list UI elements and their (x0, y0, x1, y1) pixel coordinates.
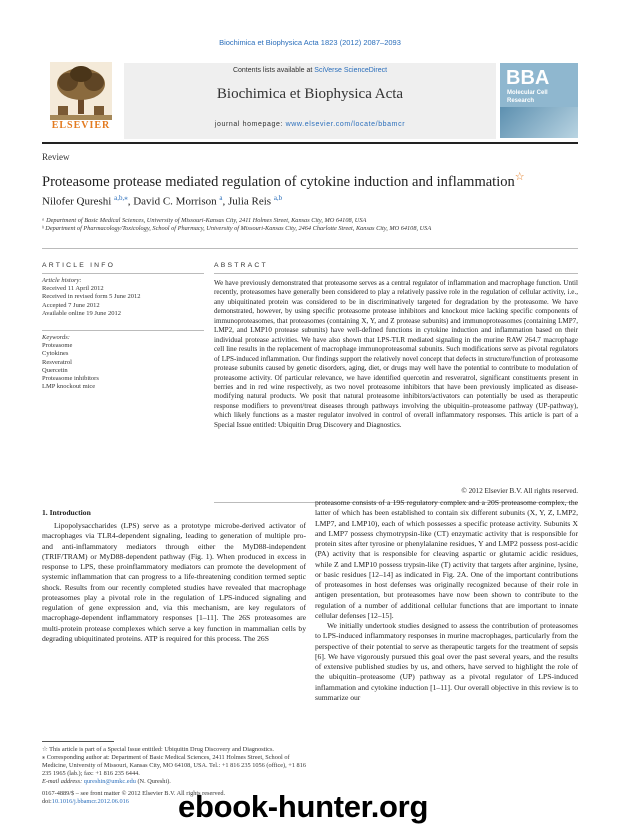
abstract-heading: ABSTRACT (214, 262, 268, 269)
author-list (42, 194, 282, 208)
cover-subtitle-2: Research (507, 98, 535, 104)
keyword-item: Proteasome inhibitors (42, 375, 99, 383)
right-column (315, 498, 578, 703)
keywords (42, 334, 204, 391)
homepage-prefix: journal homepage: (214, 121, 286, 128)
affiliation-a: ᵃ Department of Basic Medical Sciences, University of Missouri-Kansas City, 2411 Holmes Street, Kansas City, MO 64108, USA (42, 217, 367, 224)
keywords-divider (42, 330, 204, 331)
watermark: ebook-hunter.org (178, 789, 429, 824)
article-info-divider (42, 273, 204, 274)
author-name: Julia Reis (227, 195, 272, 208)
article-title-text: Proteasome protease mediated regulation of cytokine induction and inflammation (42, 173, 515, 190)
contents-line (124, 67, 496, 74)
author-affiliation-marker[interactable]: a,b (273, 194, 283, 202)
author-separator: , (127, 195, 134, 208)
journal-homepage (124, 121, 496, 128)
author-name: David C. Morrison (133, 195, 217, 208)
elsevier-tree-icon (50, 62, 112, 120)
keyword-item: LMP knockout mice (42, 383, 96, 391)
article-history (42, 277, 204, 318)
author-affiliation-marker[interactable]: a (219, 194, 223, 202)
sciencedirect-link[interactable]: SciVerse ScienceDirect (314, 67, 388, 74)
homepage-link[interactable]: www.elsevier.com/locate/bbamcr (285, 121, 406, 128)
keyword-item: Cytokines (42, 350, 69, 358)
body-paragraph: proteasome consists of a 19S regulatory complex and a 20S proteasome complex, the latter of which has been established to contain six different subunits (X, Y, Z, LMP2, LMP7, and LMP10), each of which possesses a specific protease activity. Subunits X and LMP7 possess chymotrypsin-like (CT) enzymatic activity that is responsible for protein sites after tyrosine or phenylalanine residues, Y and LMP2 possess post-acidic (PA) activity that is responsible for cleaving aspartic or glutamic acidic residues, while Z and LMP10 possess trypsin-like (T) activity that targets after arginine, lysine, or basic residues [12–14] as indicated in Fig. 2A. One of the important contributions of proteasomes in host defenses was originally recognized because of their role in antigen presentation, but proteasomes have now been shown to contribute to the regulation of a number of additional cellular functions that are important to innate cellular defenses [12–15]. (315, 498, 578, 620)
article-title (42, 170, 578, 191)
elsevier-wordmark: ELSEVIER (51, 120, 111, 131)
doi-label: doi: (42, 798, 52, 805)
article-type: Review (42, 152, 70, 162)
history-item: Received 11 April 2012 (42, 285, 104, 293)
email-footnote (42, 778, 306, 786)
contents-prefix: Contents lists available at (232, 67, 315, 74)
doi-link[interactable]: 10.1016/j.bbamcr.2012.06.016 (51, 798, 129, 805)
journal-cover (500, 63, 578, 138)
abstract-text: We have previously demonstrated that proteasome serves as a central regulator of inflammation and macrophage function. Until recently, proteasomes have generally been considered to play a relatively passive role in the regulation of cellular activity, i.e., any ubiquitinated protein was considered to be in discriminatively targeted for degradation by the proteasome. We have demonstrated, however, by using specific proteasome protease inhibitors and knockout mice lacking specific components of immunoproteasomes, that proteasomes (containing X, Y, and Z protease subunits) and immunoproteasomes (containing LMP7, LMP2, and LMP10 protease subunits) have well-defined functions in cytokine induction and inflammation based on their individual protease activities. We have also shown that LPS-TLR mediated signaling in the murine RAW 264.7 macrophage cell line results in the replacement of macrophage immunoproteasomal subunits. Such modifications serve as pivotal regulators of LPS-induced inflammation. Our findings support the relatively novel concept that defects in structure/function of proteasome protease subunits caused by genetic disorders, aging, diet, or drugs may well have the potential to contribute to modulation of proteasome activity. Of particular relevance, we have identified quercetin and resveratrol, significant constituents present in berries and in red wine respectively, as two novel proteasome inhibitors that have been previously implicated as disease-modifying natural products. We posit that natural proteasome inhibitors/activators can potentially be used as therapeutic response modifiers to prevent/treat diseases through pathways involving the ubiquitin–proteasome pathway (UP-pathway), which likely functions as a master regulator involved in control of overall inflammatory responses. This article is part of a Special Issue entitled: Ubiquitin Drug Discovery and Diagnostics. (214, 279, 578, 429)
abstract-divider (214, 273, 578, 274)
affiliation-b: ᵇ Department of Pharmacology/Toxicology, School of Pharmacy, University of Missouri-Kansas City, 2464 Charlotte Street, Kansas City, MO 64108, USA (42, 225, 432, 232)
introduction-paragraph-1: Lipopolysaccharides (LPS) serve as a prototype microbe-derived activator of macrophages via TLR4-dependent signaling, leading to generation of multiple pro- and anti-inflammatory mediators through either the MyD88-independent (TRIF/TRAM) or MyD88-dependent pathway (Fig. 1). When produced in excess in response to LPS, these proinflammatory mediators can promote the development of systemic inflammation that can progress to a life-threatening condition termed septic shock. Results from our recently completed studies have revealed that macrophage proteasomes play a pivotal role in the regulation of LPS-induced signaling and regulation of gene expression and, via this mechanism, are key regulators of macrophage-dependent inflammatory responses [1–11]. The 26S proteasomes are multi-protein protease complexes which serve a key function in mammalian cells by degrading ubiquitinated proteins. ATP is required for this process. The 26S (42, 521, 306, 643)
elsevier-logo (42, 62, 120, 136)
corresponding-author-footnote: ⁎ Corresponding author at: Department of Basic Medical Sciences, 2411 Holmes Street, School of Medicine, University of Missouri, Kansas City, MO 64108, USA. Tel.: +1 816 235 1056 (office), +1 816 235 1965 (lab.); fax: +1 816 235 6444. (42, 754, 306, 778)
history-item: Accepted 7 June 2012 (42, 301, 100, 309)
email-link[interactable]: qureshin@umkc.edu (83, 778, 136, 786)
body-paragraph: We initially undertook studies designed to assess the contribution of proteasomes to LPS-induced inflammatory responses in murine macrophages, particularly from the perspective of their potential to serve as therapeutic targets for the treatment of sepsis [6]. We have vigorously pursued this goal over the past several years, and the results of extensive published studies by us, and others, have served to highlight the role of the ubiquitin–proteasome (UP) pathway as a pivotal regulator of LPS-induced inflammation and cytokine induction [1–11]. Our overall objective in this review is to summarize our (315, 621, 578, 702)
keyword-item: Resveratrol (42, 358, 72, 366)
cover-subtitle-1: Molecular Cell (507, 90, 548, 96)
journal-reference[interactable]: Biochimica et Biophysica Acta 1823 (2012) 2087–2093 (219, 38, 401, 47)
history-item: Received in revised form 5 June 2012 (42, 293, 141, 301)
introduction-heading: 1. Introduction (42, 508, 91, 517)
history-label: Article history: (42, 277, 82, 284)
history-item: Available online 19 June 2012 (42, 309, 121, 317)
copyright-line: © 2012 Elsevier B.V. All rights reserved. (461, 487, 578, 495)
special-issue-footnote: ☆ This article is part of a Special Issue entitled: Ubiquitin Drug Discovery and Diagnostics. (42, 746, 274, 753)
footnote-divider (42, 741, 114, 742)
author-affiliation-marker[interactable]: a,b,⁎ (114, 194, 128, 202)
keyword-item: Quercetin (42, 366, 68, 374)
header-divider (42, 142, 578, 144)
cover-artwork (500, 107, 578, 138)
title-footnote-star-icon[interactable]: ☆ (514, 171, 525, 183)
author-separator: , (222, 195, 228, 208)
keyword-item: Proteasome (42, 342, 73, 350)
email-suffix: (N. Qureshi). (135, 778, 171, 786)
issn-line: 0167-4889/$ – see front matter © 2012 Elsevier B.V. All rights reserved. (42, 790, 226, 797)
front-matter-divider (42, 248, 578, 249)
keywords-label: Keywords: (42, 334, 70, 341)
author-name: Nilofer Qureshi (42, 195, 112, 208)
cover-title: BBA (506, 67, 550, 89)
article-info-heading: ARTICLE INFO (42, 262, 116, 269)
email-label: E-mail address: (42, 778, 84, 786)
footnotes (42, 746, 306, 786)
journal-title: Biochimica et Biophysica Acta (216, 86, 404, 102)
